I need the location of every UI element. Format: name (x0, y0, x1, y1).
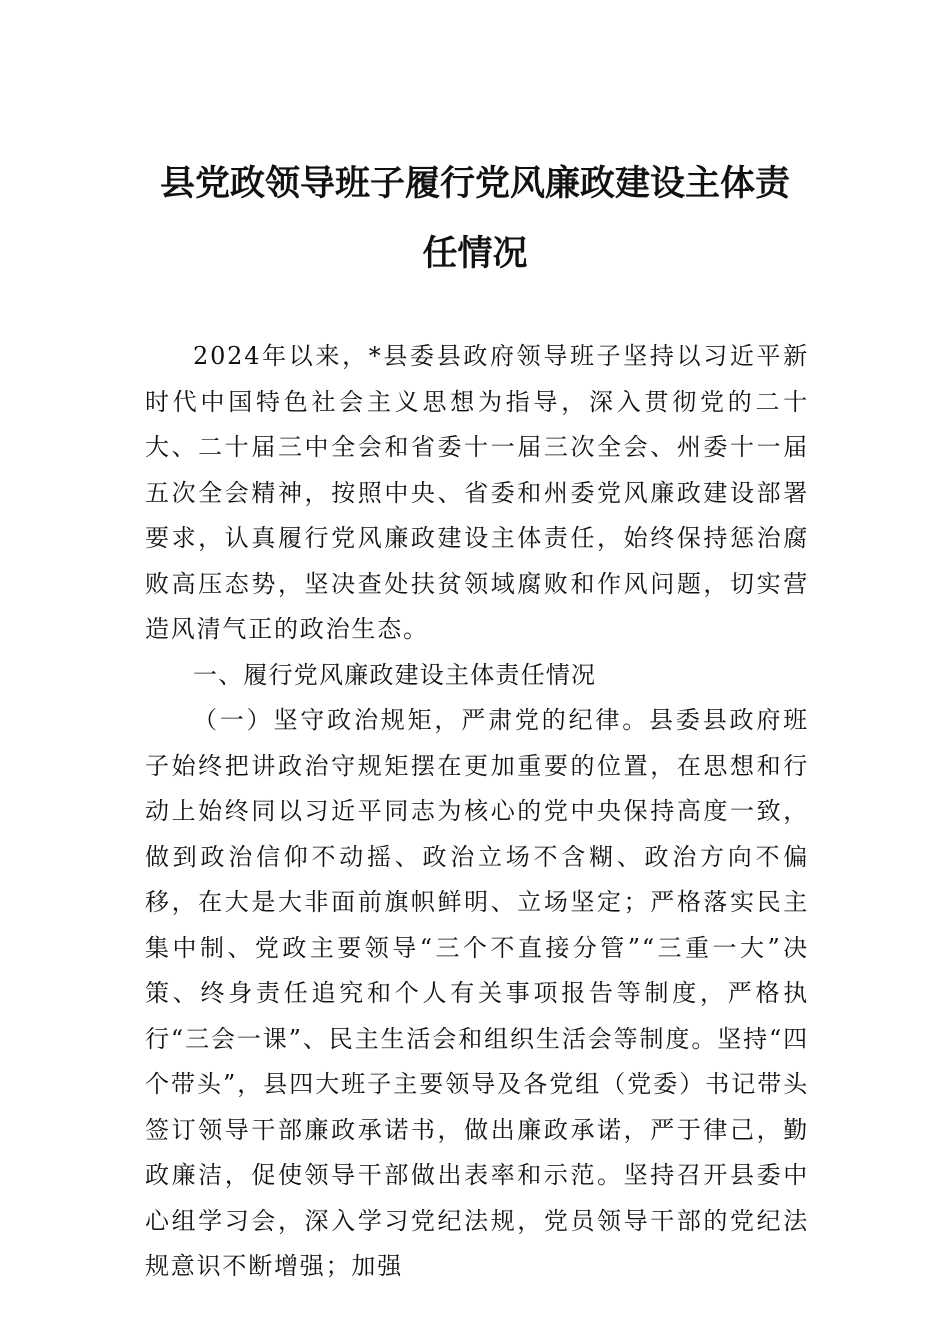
document-body (145, 334, 809, 1290)
section-heading: 一、履行党风廉政建设主体责任情况 (193, 660, 597, 689)
document-title-line-1: 县党政领导班子履行党风廉政建设主体责 (159, 163, 790, 204)
subsection-body: 县委县政府班子始终把讲政治守规矩摆在更加重要的位置，在思想和行动上始终同以习近平同志为核心的党中央保持高度一致，做到政治信仰不动摇、政治立场不含糊、政治方向不偏移，在大是大非面前旗帜鲜明、立场坚定；严格落实民主集中制、党政主要领导“三个不直接分管”“三重一大”决策、终身责任追究和个人有关事项报告等制度，严格执行“三会一课”、民主生活会和组织生活会等制度。坚持“四个带头”，县四大班子主要领导及各党组（党委）书记带头签订领导干部廉政承诺书，做出廉政承诺，严于律己，勤政廉洁，促使领导干部做出表率和示范。坚持召开县委中心组学习会，深入学习党纪法规，党员领导干部的党纪法规意识不断增强；加强 (145, 706, 809, 1280)
subsection-paragraph (145, 698, 809, 1290)
subsection-heading: （一）坚守政治规矩，严肃党的纪律。 (193, 706, 650, 734)
document-title-line-2: 任情况 (422, 233, 528, 274)
intro-paragraph: 2024年以来，*县委县政府领导班子坚持以习近平新时代中国特色社会主义思想为指导，深入贯彻党的二十大、二十届三中全会和省委十一届三次全会、州委十一届五次全会精神，按照中央、省委和州委党风廉政建设部署要求，认真履行党风廉政建设主体责任，始终保持惩治腐败高压态势，坚决查处扶贫领域腐败和作风问题，切实营造风清气正的政治生态。 (145, 342, 809, 643)
